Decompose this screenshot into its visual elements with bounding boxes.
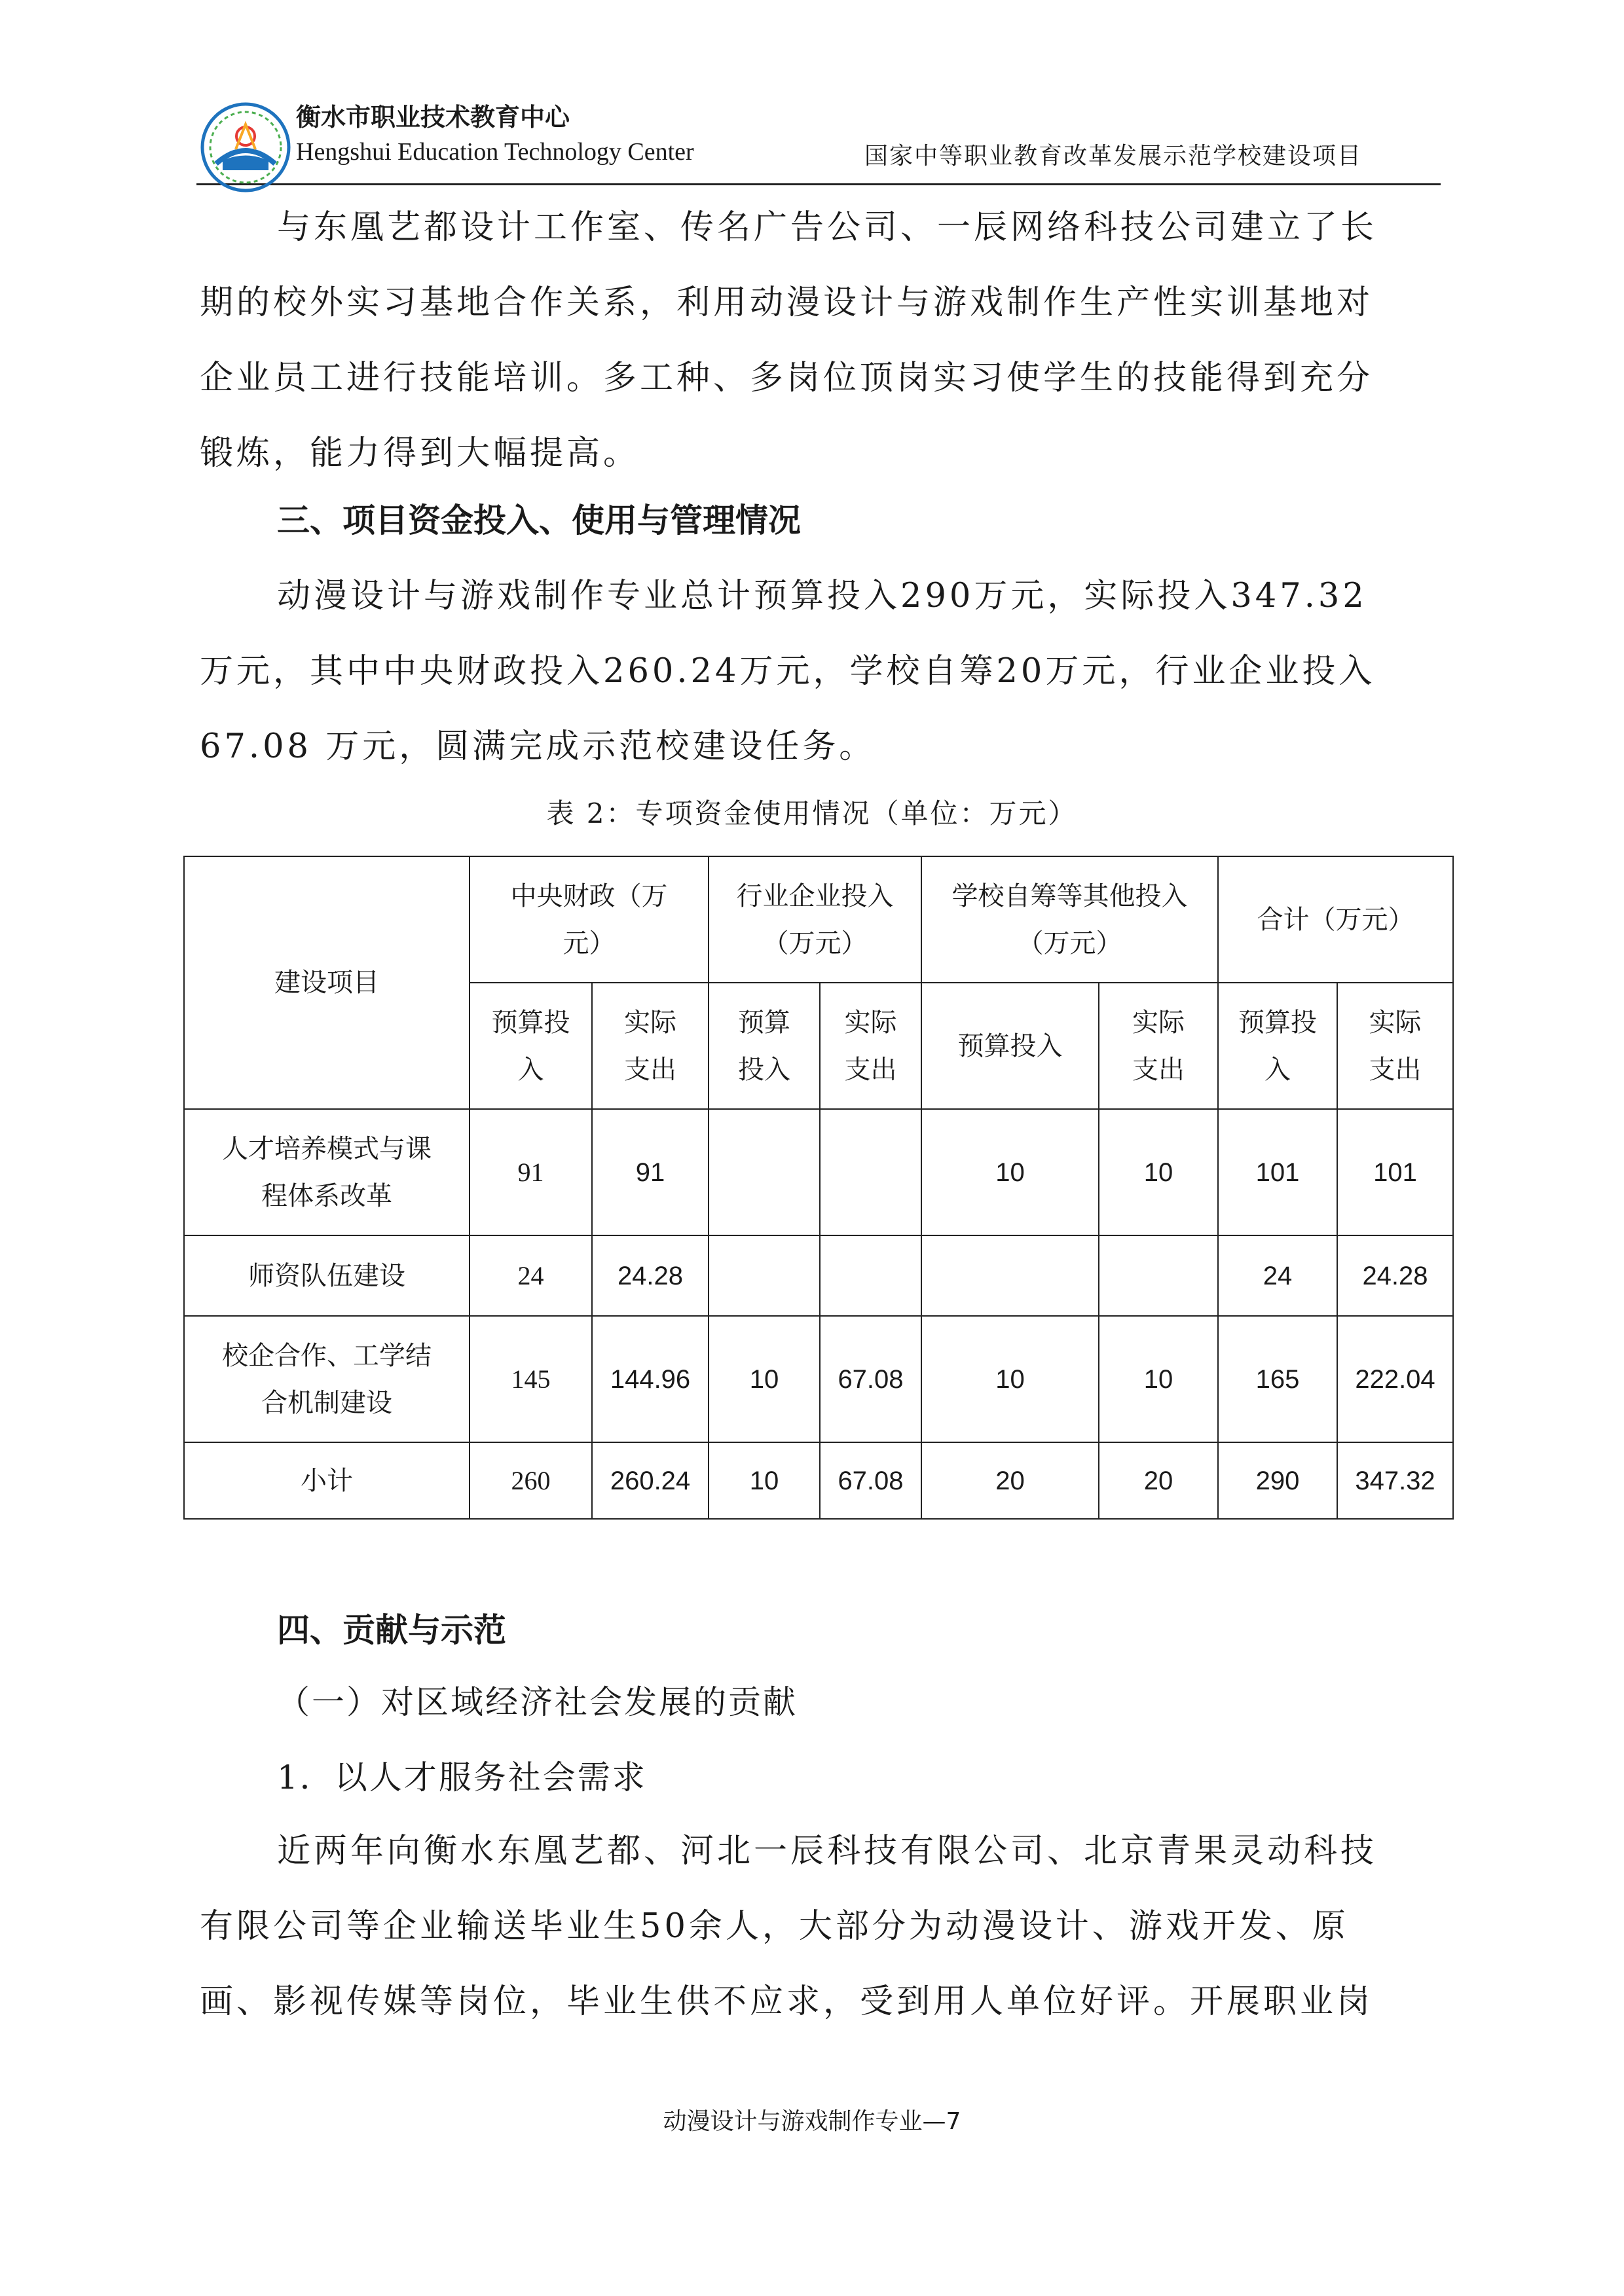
cell: 144.96 xyxy=(592,1316,709,1442)
cell: 165 xyxy=(1218,1316,1337,1442)
header-industry: 行业企业投入 （万元） xyxy=(709,856,921,983)
page-footer: 动漫设计与游戏制作专业—7 xyxy=(663,2108,961,2135)
cell: 10 xyxy=(921,1316,1099,1442)
paragraph-funding xyxy=(200,558,1437,784)
header-central-finance: 中央财政（万 元） xyxy=(470,856,709,983)
text-line: 有限公司等企业输送毕业生50余人，大部分为动漫设计、游戏开发、原 xyxy=(200,1907,1349,1946)
paragraph-talent xyxy=(200,1813,1437,2039)
header-project: 建设项目 xyxy=(184,856,470,1109)
cell: 24.28 xyxy=(1337,1235,1453,1316)
row-label: 人才培养模式与课 程体系改革 xyxy=(184,1109,470,1235)
subsection-item: 1．以人才服务社会需求 xyxy=(277,1758,647,1796)
cell: 20 xyxy=(921,1442,1099,1519)
page-header xyxy=(196,92,1441,185)
cell xyxy=(820,1235,921,1316)
cell: 10 xyxy=(1099,1316,1218,1442)
cell xyxy=(709,1109,820,1235)
paragraph-internship xyxy=(200,190,1437,491)
sub-actual: 实际 支出 xyxy=(1099,983,1218,1109)
cell xyxy=(709,1235,820,1316)
sub-budget: 预算投 入 xyxy=(470,983,592,1109)
sub-budget: 预算投入 xyxy=(921,983,1099,1109)
cell: 10 xyxy=(1099,1109,1218,1235)
text-line: 动漫设计与游戏制作专业总计预算投入290万元，实际投入347.32 xyxy=(277,577,1367,615)
sub-actual: 实际 支出 xyxy=(592,983,709,1109)
text-line: 万元，其中中央财政投入260.24万元，学校自筹20万元，行业企业投入 xyxy=(200,652,1376,691)
school-logo-icon xyxy=(196,98,295,196)
cell: 260 xyxy=(470,1442,592,1519)
cell: 260.24 xyxy=(592,1442,709,1519)
sub-actual: 实际 支出 xyxy=(820,983,921,1109)
text-line: 锻炼，能力得到大幅提高。 xyxy=(200,434,640,473)
section-heading-3: 三、项目资金投入、使用与管理情况 xyxy=(277,501,801,539)
row-label: 小计 xyxy=(184,1442,470,1519)
cell: 101 xyxy=(1218,1109,1337,1235)
cell xyxy=(820,1109,921,1235)
cell: 20 xyxy=(1099,1442,1218,1519)
cell xyxy=(1099,1235,1218,1316)
text-line: 与东凰艺都设计工作室、传名广告公司、一辰网络科技公司建立了长 xyxy=(277,208,1378,247)
project-title: 国家中等职业教育改革发展示范学校建设项目 xyxy=(864,143,1362,170)
cell: 91 xyxy=(470,1109,592,1235)
cell: 10 xyxy=(709,1442,820,1519)
header-total: 合计（万元） xyxy=(1218,856,1453,983)
cell: 10 xyxy=(921,1109,1099,1235)
cell: 91 xyxy=(592,1109,709,1235)
cell: 222.04 xyxy=(1337,1316,1453,1442)
text-line: 画、影视传媒等岗位，毕业生供不应求，受到用人单位好评。开展职业岗 xyxy=(200,1982,1374,2021)
cell: 24.28 xyxy=(592,1235,709,1316)
cell xyxy=(921,1235,1099,1316)
table-caption: 表 2：专项资金使用情况（单位：万元） xyxy=(546,797,1078,829)
sub-budget: 预算 投入 xyxy=(709,983,820,1109)
text-line: 期的校外实习基地合作关系，利用动漫设计与游戏制作生产性实训基地对 xyxy=(200,283,1374,322)
cell: 347.32 xyxy=(1337,1442,1453,1519)
text-line: 企业员工进行技能培训。多工种、多岗位顶岗实习使学生的技能得到充分 xyxy=(200,359,1374,397)
cell: 24 xyxy=(1218,1235,1337,1316)
org-name-en: Hengshui Education Technology Center xyxy=(296,138,694,166)
table-row-subtotal xyxy=(184,1442,1453,1519)
fund-usage-table xyxy=(183,856,1454,1520)
org-name: 衡水市职业技术教育中心 xyxy=(296,103,570,132)
subsection-heading: （一）对区域经济社会发展的贡献 xyxy=(277,1683,798,1721)
cell: 290 xyxy=(1218,1442,1337,1519)
text-line: 近两年向衡水东凰艺都、河北一辰科技有限公司、北京青果灵动科技 xyxy=(277,1832,1378,1870)
sub-actual: 实际 支出 xyxy=(1337,983,1453,1109)
section-heading-4: 四、贡献与示范 xyxy=(277,1611,506,1649)
cell: 10 xyxy=(709,1316,820,1442)
sub-budget: 预算投 入 xyxy=(1218,983,1337,1109)
text-line: 67.08 万元，圆满完成示范校建设任务。 xyxy=(200,727,876,766)
header-school-self: 学校自筹等其他投入 （万元） xyxy=(921,856,1218,983)
row-label: 师资队伍建设 xyxy=(184,1235,470,1316)
cell: 67.08 xyxy=(820,1316,921,1442)
table-row xyxy=(184,1235,1453,1316)
cell: 101 xyxy=(1337,1109,1453,1235)
row-label: 校企合作、工学结 合机制建设 xyxy=(184,1316,470,1442)
table-row xyxy=(184,1316,1453,1442)
cell: 145 xyxy=(470,1316,592,1442)
cell: 67.08 xyxy=(820,1442,921,1519)
cell: 24 xyxy=(470,1235,592,1316)
table-row xyxy=(184,1109,1453,1235)
